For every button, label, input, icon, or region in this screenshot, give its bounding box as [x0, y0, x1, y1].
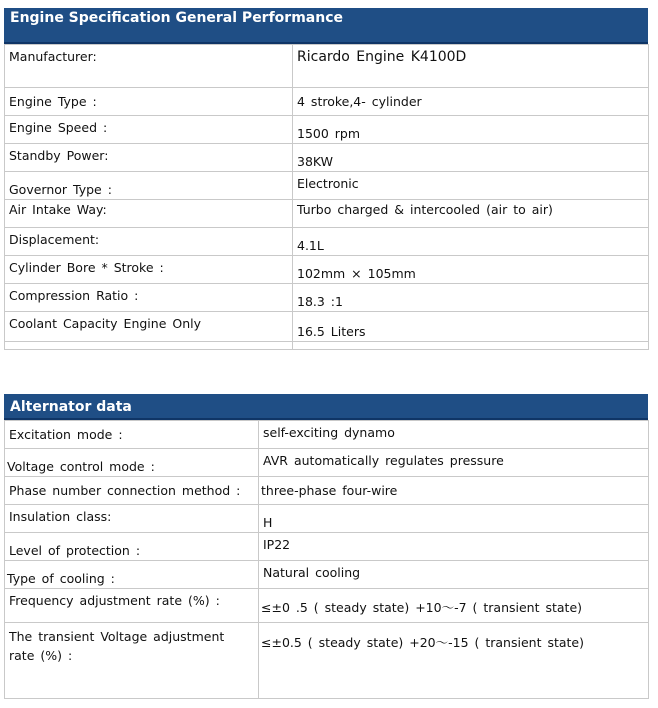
spec-value: self-exciting dynamo	[259, 421, 649, 449]
table-row	[5, 116, 649, 144]
spec-value: 4 stroke,4- cylinder	[293, 88, 649, 116]
table-row	[5, 477, 649, 505]
spec-value: ≤±0.5 ( steady state) +20～-15 ( transient state)	[259, 623, 649, 699]
spec-label: Standby Power:	[5, 144, 293, 172]
table-row	[5, 589, 649, 623]
table-row	[5, 533, 649, 561]
spec-label: Air Intake Way:	[5, 200, 293, 228]
empty-cell	[5, 342, 293, 350]
spec-label: Phase number connection method :	[5, 477, 259, 505]
spec-label: Engine Speed :	[5, 116, 293, 144]
alternator-table	[4, 420, 649, 699]
engine-spec-header: Engine Specification General Performance	[4, 8, 648, 44]
spec-value: Natural cooling	[259, 561, 649, 589]
spec-value: 4.1L	[293, 228, 649, 256]
spec-value: H	[259, 505, 649, 533]
spec-value: 102mm × 105mm	[293, 256, 649, 284]
spec-value: three-phase four-wire	[259, 477, 649, 505]
table-row	[5, 561, 649, 589]
spec-label: Voltage control mode :	[5, 449, 259, 477]
spec-label: Frequency adjustment rate (%) :	[5, 589, 259, 623]
spec-label: Type of cooling :	[5, 561, 259, 589]
spec-label: Cylinder Bore * Stroke :	[5, 256, 293, 284]
table-row	[5, 342, 649, 350]
table-row	[5, 505, 649, 533]
table-row	[5, 45, 649, 88]
table-row	[5, 449, 649, 477]
engine-spec-table	[4, 44, 649, 350]
spec-value: 18.3 :1	[293, 284, 649, 312]
spec-label: Manufacturer:	[5, 45, 293, 88]
spec-label: Coolant Capacity Engine Only	[5, 312, 293, 342]
spec-value: 1500 rpm	[293, 116, 649, 144]
spec-label: Excitation mode :	[5, 421, 259, 449]
table-row	[5, 200, 649, 228]
spec-value: 38KW	[293, 144, 649, 172]
spec-label: Level of protection :	[5, 533, 259, 561]
alternator-header: Alternator data	[4, 394, 648, 420]
spec-value: 16.5 Liters	[293, 312, 649, 342]
spec-label: Engine Type :	[5, 88, 293, 116]
spec-value: ≤±0 .5 ( steady state) +10～-7 ( transient state)	[259, 589, 649, 623]
table-row	[5, 228, 649, 256]
table-row	[5, 172, 649, 200]
spec-value: Electronic	[293, 172, 649, 200]
spec-value: AVR automatically regulates pressure	[259, 449, 649, 477]
spec-value: Ricardo Engine K4100D	[293, 45, 649, 88]
spec-label: The transient Voltage adjustment rate (%) :	[5, 623, 259, 699]
spec-label: Displacement:	[5, 228, 293, 256]
table-row	[5, 144, 649, 172]
empty-cell	[293, 342, 649, 350]
table-row	[5, 284, 649, 312]
table-row	[5, 312, 649, 342]
spec-label: Governor Type :	[5, 172, 293, 200]
table-row	[5, 256, 649, 284]
table-row	[5, 88, 649, 116]
table-row	[5, 421, 649, 449]
spec-label: Insulation class:	[5, 505, 259, 533]
spec-value: IP22	[259, 533, 649, 561]
spec-label: Compression Ratio :	[5, 284, 293, 312]
table-row	[5, 623, 649, 699]
spec-value: Turbo charged & intercooled (air to air)	[293, 200, 649, 228]
